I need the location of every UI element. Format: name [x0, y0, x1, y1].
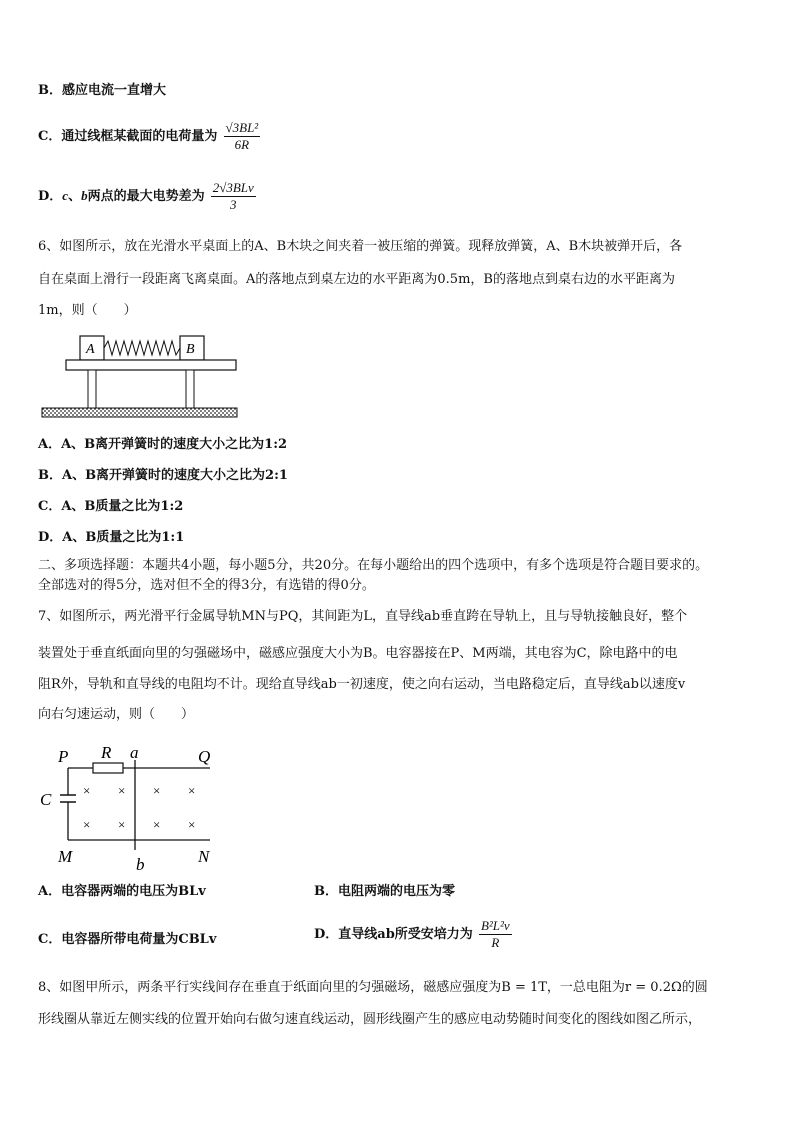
- label-m: M: [58, 847, 73, 866]
- q7-stem-line2: 装置处于垂直纸面向里的匀强磁场中，磁感应强度大小为B。电容器接在P、M两端，其电容为C，除电路中的电: [38, 646, 678, 661]
- label-p: P: [58, 747, 69, 766]
- label-c: C: [40, 790, 52, 809]
- field-cross: ×: [83, 783, 91, 798]
- fraction-denominator: 6R: [234, 137, 250, 152]
- q7-stem-line1: 7、如图所示，两光滑平行金属导轨MN与PQ，其间距为L，直导线ab垂直跨在导轨上，且与导轨接触良好，整个: [38, 609, 688, 624]
- label-q: Q: [198, 747, 211, 766]
- block-a-label: A: [86, 342, 95, 357]
- table-leg-right: [186, 370, 194, 408]
- q7-option-d-fraction: [479, 918, 512, 951]
- q6-stem-line1: 6、如图所示，放在光滑水平桌面上的A、B木块之间夹着一被压缩的弹簧。现释放弹簧，A、B木块被弹开后，各: [38, 239, 683, 254]
- table-leg-left: [88, 370, 96, 408]
- q7-option-a: A．电容器两端的电压为BLv: [38, 884, 206, 899]
- field-cross: ×: [153, 783, 161, 798]
- q7-stem-line3: 阻R外，导轨和直导线的电阻均不计。现给直导线ab一初速度，使之向右运动，当电路稳定后，直导线ab以速度v: [38, 677, 686, 692]
- q8-stem-line1: 8、如图甲所示，两条平行实线间存在垂直于纸面向里的匀强磁场，磁感应强度为B = 1T，一总电阻为r = 0.2Ω的圆: [38, 980, 708, 995]
- q7-circuit-figure: [38, 738, 238, 874]
- fraction-numerator: B²L²v: [480, 918, 510, 933]
- q7-stem-line4: 向右匀速运动，则（ ）: [38, 707, 195, 722]
- field-cross: ×: [118, 817, 126, 832]
- q5-option-d-label: D．: [38, 189, 63, 204]
- field-cross: ×: [118, 783, 126, 798]
- label-a: a: [130, 743, 139, 762]
- q7-option-c: C．电容器所带电荷量为CBLv: [38, 932, 217, 947]
- section2-header-line1: 二、多项选择题：本题共4小题，每小题5分，共20分。在每小题给出的四个选项中，有多个选项是符合题目要求的。: [38, 558, 709, 573]
- ground: [42, 408, 237, 417]
- q5-option-c-fraction: [224, 120, 261, 153]
- fraction-numerator: √3BL²: [225, 120, 259, 135]
- q6-stem-line3: 1m，则（ ）: [38, 303, 137, 318]
- label-r: R: [101, 743, 112, 762]
- fraction-denominator: R: [491, 935, 500, 950]
- section2-header-line2: 全部选对的得5分，选对但不全的得3分，有选错的得0分。: [38, 578, 375, 593]
- q5-option-d: [38, 180, 256, 213]
- field-cross: ×: [188, 817, 196, 832]
- q6-option-a: A．A、B离开弹簧时的速度大小之比为1:2: [38, 437, 288, 452]
- fraction-numerator: 2√3BLv: [212, 180, 254, 195]
- fraction-denominator: 3: [230, 197, 237, 212]
- label-n: N: [198, 847, 210, 866]
- table-top: [66, 360, 236, 370]
- spring: [104, 341, 180, 355]
- block-b-label: B: [186, 342, 195, 357]
- q6-option-c: C．A、B质量之比为1:2: [38, 499, 184, 514]
- q6-option-b: B．A、B离开弹簧时的速度大小之比为2:1: [38, 468, 288, 483]
- q5-option-b: B．感应电流一直增大: [38, 83, 166, 98]
- q7-option-d-text: D．直导线ab所受安培力为: [314, 927, 473, 942]
- q5-point-b: b: [81, 188, 88, 203]
- q7-option-b: B．电阻两端的电压为零: [314, 884, 455, 899]
- q5-option-c-text: C．通过线框某截面的电荷量为: [38, 129, 218, 144]
- q5-option-d-fraction: [211, 180, 256, 213]
- resistor-r: [93, 763, 123, 773]
- q5-option-c: [38, 120, 260, 153]
- q5-point-c: c: [62, 188, 69, 203]
- q6-stem-line2: 自在桌面上滑行一段距离飞离桌面。A的落地点到桌左边的水平距离为0.5m，B的落地点到桌右边的水平距离为: [38, 272, 675, 287]
- field-cross: ×: [188, 783, 196, 798]
- q5-sep: 、: [68, 189, 82, 204]
- q6-table-spring-figure: [38, 328, 248, 424]
- q6-option-d: D．A、B质量之比为1:1: [38, 530, 185, 545]
- q7-option-d: [314, 918, 512, 951]
- label-b: b: [136, 855, 145, 874]
- field-cross: ×: [83, 817, 91, 832]
- q5-option-d-text: 两点的最大电势差为: [87, 189, 205, 204]
- q8-stem-line2: 形线圈从靠近左侧实线的位置开始向右做匀速直线运动，圆形线圈产生的感应电动势随时间变化的图线如图乙所示，: [38, 1012, 702, 1027]
- field-cross: ×: [153, 817, 161, 832]
